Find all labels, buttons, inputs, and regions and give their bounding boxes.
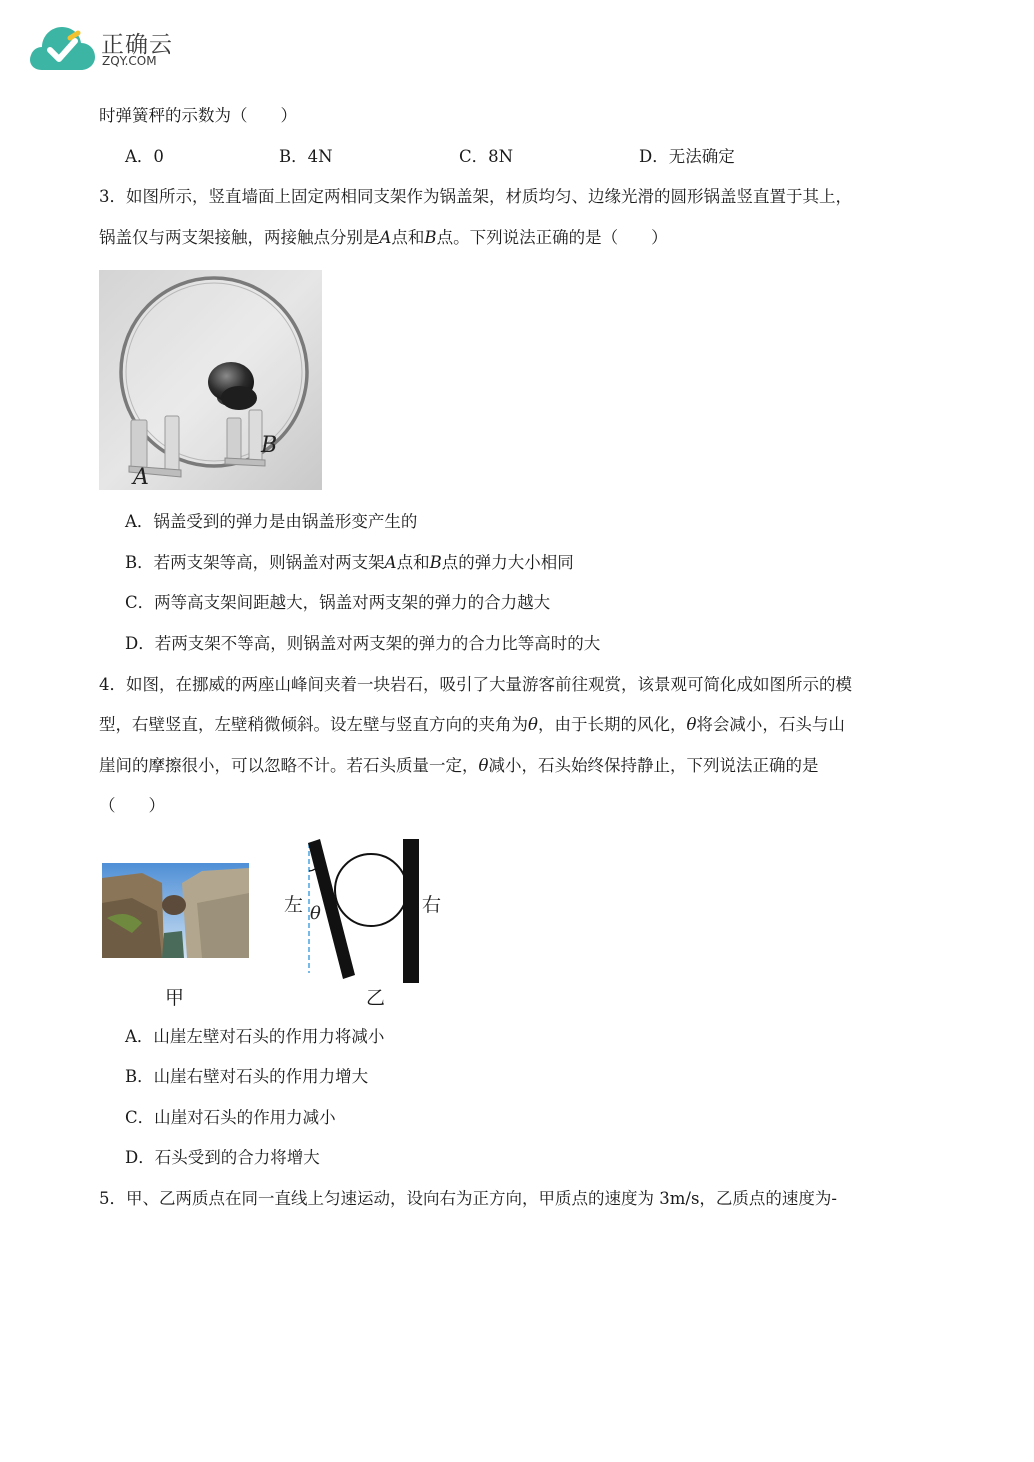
- wedged-rock-photo: [102, 863, 249, 958]
- site-logo: [28, 22, 178, 74]
- cloud-check-logo-icon: [28, 24, 96, 72]
- q3-option-b: B．若两支架等高，则锅盖对两支架A点和B点的弹力大小相同: [125, 553, 574, 572]
- q2-option-a: A．0: [125, 147, 164, 166]
- figure-caption-jia: 甲: [165, 987, 185, 1009]
- q4-stem-line1: 4．如图，在挪威的两座山峰间夹着一块岩石，吸引了大量游客前往观赏，该景观可简化成如图所示的模: [99, 675, 852, 694]
- q4-stem-line2: 型，右壁竖直，左壁稍微倾斜。设左壁与竖直方向的夹角为θ，由于长期的风化，θ将会减小，石头与山: [99, 715, 845, 734]
- q3-stem-line1: 3．如图所示，竖直墙面上固定两相同支架作为锅盖架，材质均匀、边缘光滑的圆形锅盖竖直置于其上，: [99, 187, 852, 206]
- q4-option-c: C．山崖对石头的作用力减小: [125, 1108, 336, 1127]
- q3-option-c: C．两等高支架间距越大，锅盖对两支架的弹力的合力越大: [125, 593, 551, 612]
- logo-text-cn: 正确云: [101, 32, 173, 58]
- q4-option-b: B．山崖右壁对石头的作用力增大: [125, 1067, 369, 1086]
- logo-text-en: ZQY.COM: [102, 54, 157, 68]
- q2-stem-tail: 时弹簧秤的示数为（ ）: [99, 106, 297, 125]
- diagram-label-right: 右: [422, 894, 442, 916]
- figure-label-a: A: [133, 465, 149, 490]
- q4-option-d: D．石头受到的合力将增大: [125, 1148, 320, 1167]
- q2-option-c: C．8N: [459, 147, 514, 166]
- q4-stem-line4: （ ）: [99, 796, 165, 815]
- figure-caption-yi: 乙: [366, 987, 386, 1009]
- q3-option-d: D．若两支架不等高，则锅盖对两支架的弹力的合力比等高时的大: [125, 634, 601, 653]
- q3-stem-line2: 锅盖仅与两支架接触，两接触点分别是A点和B点。下列说法正确的是（ ）: [99, 228, 668, 247]
- pot-lid-rack-figure: [99, 270, 322, 490]
- q4-option-a: A．山崖左壁对石头的作用力将减小: [125, 1027, 385, 1046]
- q5-stem-line1: 5．甲、乙两质点在同一直线上匀速运动，设向右为正方向，甲质点的速度为 3m/s，乙质点的速度为-: [99, 1189, 837, 1208]
- figure-label-b: B: [261, 433, 278, 458]
- q2-option-b: B．4N: [279, 147, 333, 166]
- q2-option-d: D．无法确定: [639, 147, 735, 166]
- q3-option-a: A．锅盖受到的弹力是由锅盖形变产生的: [125, 512, 418, 531]
- diagram-label-theta: θ: [310, 903, 321, 924]
- diagram-label-left: 左: [284, 894, 304, 916]
- q4-stem-line3: 崖间的摩擦很小，可以忽略不计。若石头质量一定，θ减小，石头始终保持静止，下列说法正确的是: [99, 756, 819, 775]
